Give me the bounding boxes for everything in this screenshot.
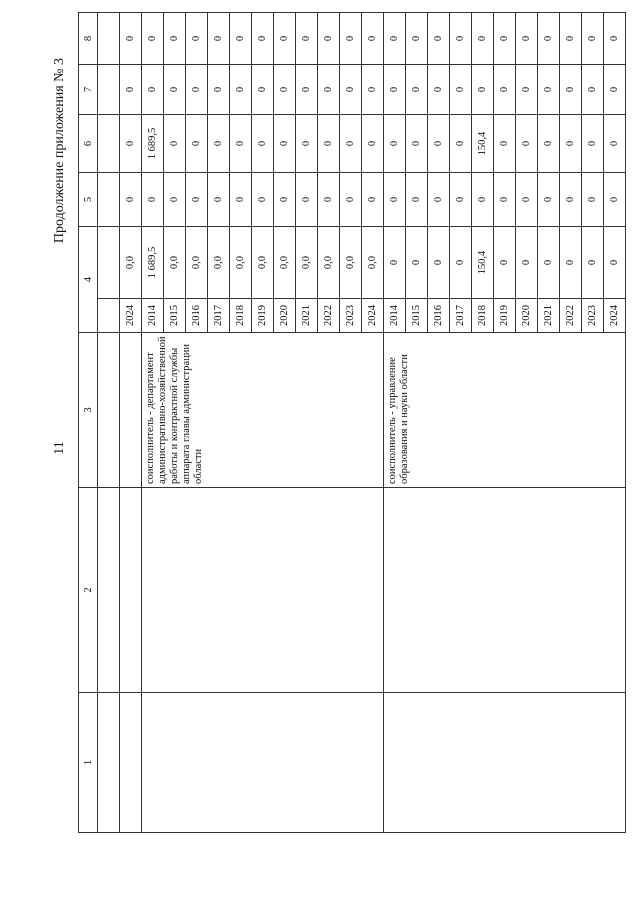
value-cell: 0 (340, 13, 362, 65)
header-cell: 8 (79, 13, 98, 65)
header-cell: 3 (79, 333, 98, 488)
value-cell: 0,0 (208, 227, 230, 299)
value-cell: 0 (406, 65, 428, 115)
value-cell: 0 (296, 115, 318, 173)
value-cell: 0 (538, 115, 560, 173)
value-cell: 0 (516, 173, 538, 227)
value-cell: 0 (120, 65, 142, 115)
table-cell (98, 173, 120, 227)
year-cell: 2017 (450, 299, 472, 333)
year-cell: 2020 (516, 299, 538, 333)
value-cell: 0 (428, 65, 450, 115)
value-cell: 0 (538, 173, 560, 227)
table-cell (142, 693, 384, 833)
table-cell (98, 488, 120, 693)
value-cell: 0 (538, 227, 560, 299)
value-cell: 0,0 (230, 227, 252, 299)
year-cell: 2021 (296, 299, 318, 333)
value-cell: 0,0 (296, 227, 318, 299)
year-cell: 2024 (604, 299, 626, 333)
table-cell (98, 65, 120, 115)
header-cell: 4 (79, 227, 98, 333)
value-cell: 0 (450, 173, 472, 227)
value-cell: 0 (604, 13, 626, 65)
year-cell: 2015 (164, 299, 186, 333)
year-cell: 2014 (142, 299, 164, 333)
value-cell: 0,0 (252, 227, 274, 299)
value-cell: 0,0 (164, 227, 186, 299)
value-cell: 150,4 (472, 227, 494, 299)
value-cell: 0 (120, 173, 142, 227)
value-cell: 0 (428, 227, 450, 299)
value-cell: 0 (186, 65, 208, 115)
year-cell: 2015 (406, 299, 428, 333)
value-cell: 0 (560, 115, 582, 173)
value-cell: 0 (318, 115, 340, 173)
table-cell (98, 693, 120, 833)
value-cell: 0 (120, 13, 142, 65)
value-cell: 0,0 (318, 227, 340, 299)
year-cell: 2021 (538, 299, 560, 333)
value-cell: 0 (582, 13, 604, 65)
value-cell: 0 (296, 13, 318, 65)
value-cell: 0 (252, 173, 274, 227)
table-cell (98, 115, 120, 173)
value-cell: 0 (384, 13, 406, 65)
value-cell: 0 (318, 173, 340, 227)
table-cell (120, 693, 142, 833)
page-number: 11 (52, 441, 67, 455)
value-cell: 0 (538, 65, 560, 115)
value-cell: 0 (230, 65, 252, 115)
value-cell: 0 (560, 13, 582, 65)
value-cell: 0 (516, 65, 538, 115)
value-cell: 0 (296, 65, 318, 115)
value-cell: 0,0 (340, 227, 362, 299)
value-cell: 0 (120, 115, 142, 173)
value-cell: 0 (340, 173, 362, 227)
table-cell (98, 299, 120, 333)
value-cell: 0 (406, 115, 428, 173)
value-cell: 0 (384, 227, 406, 299)
value-cell: 0 (362, 115, 384, 173)
year-cell: 2024 (362, 299, 384, 333)
value-cell: 0 (362, 173, 384, 227)
year-cell: 2018 (472, 299, 494, 333)
header-cell: 6 (79, 115, 98, 173)
value-cell: 0,0 (362, 227, 384, 299)
value-cell: 0 (164, 173, 186, 227)
table-cell (120, 488, 142, 693)
value-cell: 0 (340, 65, 362, 115)
year-cell: 2016 (186, 299, 208, 333)
header-cell: 2 (79, 488, 98, 693)
table-cell (120, 333, 142, 488)
value-cell: 0 (274, 115, 296, 173)
value-cell: 0 (472, 173, 494, 227)
value-cell: 0 (494, 173, 516, 227)
value-cell: 0 (494, 13, 516, 65)
header-cell: 1 (79, 693, 98, 833)
table-cell (142, 488, 384, 693)
value-cell: 0 (406, 13, 428, 65)
document-page (48, 3, 620, 893)
year-cell: 2019 (252, 299, 274, 333)
value-cell: 0 (450, 227, 472, 299)
year-cell: 2019 (494, 299, 516, 333)
value-cell: 0 (494, 115, 516, 173)
header-cell: 7 (79, 65, 98, 115)
table-row (142, 13, 164, 833)
value-cell: 0,0 (274, 227, 296, 299)
value-cell: 0 (428, 13, 450, 65)
value-cell: 0 (186, 115, 208, 173)
value-cell: 0 (230, 115, 252, 173)
table-cell (384, 488, 626, 693)
year-cell: 2014 (384, 299, 406, 333)
value-cell: 0 (208, 115, 230, 173)
value-cell: 0 (274, 13, 296, 65)
table-cell (98, 227, 120, 299)
table-row (120, 13, 142, 833)
header-cell: 5 (79, 173, 98, 227)
value-cell: 0 (538, 13, 560, 65)
value-cell: 0 (582, 65, 604, 115)
value-cell: 0 (472, 65, 494, 115)
value-cell: 0 (604, 65, 626, 115)
value-cell: 0 (516, 227, 538, 299)
value-cell: 1 689,5 (142, 227, 164, 299)
value-cell: 0 (142, 13, 164, 65)
header-row (79, 13, 98, 833)
value-cell: 0 (208, 173, 230, 227)
value-cell: 0 (604, 173, 626, 227)
value-cell: 0 (186, 173, 208, 227)
value-cell: 0 (516, 115, 538, 173)
value-cell: 0 (384, 65, 406, 115)
value-cell: 0 (318, 13, 340, 65)
value-cell: 0 (164, 13, 186, 65)
value-cell: 0 (142, 173, 164, 227)
value-cell: 0 (164, 115, 186, 173)
value-cell: 0 (274, 173, 296, 227)
budget-table (78, 12, 626, 833)
value-cell: 0 (384, 173, 406, 227)
value-cell: 0 (208, 65, 230, 115)
value-cell: 0 (450, 65, 472, 115)
value-cell: 0 (604, 115, 626, 173)
value-cell: 0 (516, 13, 538, 65)
value-cell: 0 (428, 115, 450, 173)
value-cell: 0 (494, 227, 516, 299)
value-cell: 0,0 (186, 227, 208, 299)
executor-description: соисполнитель - департамент административно-хозяйственной работы и контрактной службы аппарата главы администрации области (142, 333, 384, 488)
value-cell: 0,0 (120, 227, 142, 299)
continuation-label: Продолжение приложения № 3 (52, 58, 67, 244)
value-cell: 0 (274, 65, 296, 115)
value-cell: 0 (494, 65, 516, 115)
value-cell: 0 (362, 65, 384, 115)
value-cell: 150,4 (472, 115, 494, 173)
table-cell (384, 693, 626, 833)
value-cell: 0 (406, 227, 428, 299)
value-cell: 0 (296, 173, 318, 227)
value-cell: 0 (252, 115, 274, 173)
year-cell: 2023 (340, 299, 362, 333)
table-row (384, 13, 406, 833)
value-cell: 0 (362, 13, 384, 65)
table-cell (98, 333, 120, 488)
value-cell: 0 (604, 227, 626, 299)
year-cell: 2017 (208, 299, 230, 333)
value-cell: 0 (252, 13, 274, 65)
value-cell: 0 (318, 65, 340, 115)
value-cell: 0 (208, 13, 230, 65)
value-cell: 0 (164, 65, 186, 115)
value-cell: 0 (582, 173, 604, 227)
executor-description: соисполнитель - управление образования и науки области (384, 333, 626, 488)
value-cell: 0 (428, 173, 450, 227)
value-cell: 0 (252, 65, 274, 115)
value-cell: 0 (450, 13, 472, 65)
value-cell: 0 (582, 115, 604, 173)
value-cell: 0 (406, 173, 428, 227)
value-cell: 0 (472, 13, 494, 65)
year-cell: 2024 (120, 299, 142, 333)
value-cell: 0 (560, 173, 582, 227)
value-cell: 0 (560, 65, 582, 115)
year-cell: 2018 (230, 299, 252, 333)
spacer-row (98, 13, 120, 833)
value-cell: 0 (450, 115, 472, 173)
year-cell: 2020 (274, 299, 296, 333)
value-cell: 0 (142, 65, 164, 115)
year-cell: 2016 (428, 299, 450, 333)
table-cell (98, 13, 120, 65)
value-cell: 0 (230, 13, 252, 65)
value-cell: 0 (384, 115, 406, 173)
value-cell: 0 (582, 227, 604, 299)
value-cell: 0 (560, 227, 582, 299)
value-cell: 0 (230, 173, 252, 227)
value-cell: 1 689,5 (142, 115, 164, 173)
year-cell: 2022 (318, 299, 340, 333)
year-cell: 2023 (582, 299, 604, 333)
value-cell: 0 (340, 115, 362, 173)
value-cell: 0 (186, 13, 208, 65)
year-cell: 2022 (560, 299, 582, 333)
